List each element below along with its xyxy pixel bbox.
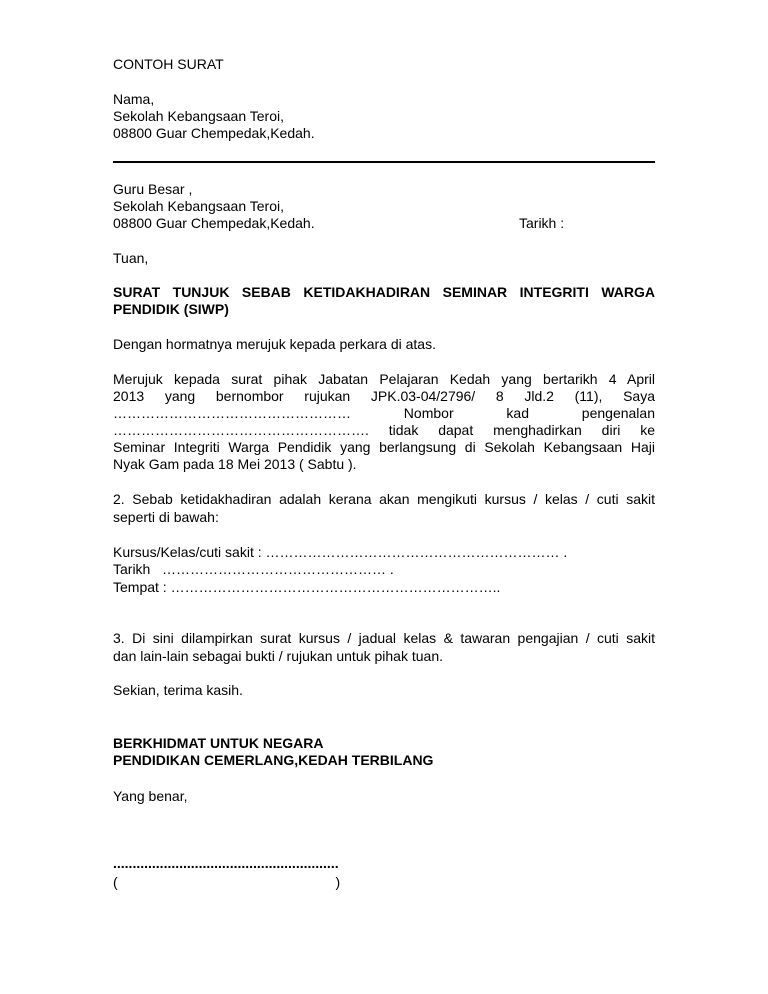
sender-postcode-line: 08800 Guar Chempedak,Kedah. xyxy=(113,125,315,141)
signoff: Yang benar, xyxy=(113,788,188,804)
salutation: Tuan, xyxy=(113,250,149,266)
name-blank-line: ………………………………………………. tidak dapat menghadirkan diri ke xyxy=(113,422,655,438)
date-label: Tarikh : xyxy=(519,215,565,231)
date-field: Tarikh ………………………………………… . xyxy=(113,561,394,577)
recipient-school-line: Sekolah Kebangsaan Teroi, xyxy=(113,198,284,214)
paragraph-line: 2. Sebab ketidakhadiran adalah kerana akan mengikuti kursus / kelas / cuti sakit xyxy=(113,491,655,507)
paragraph-line: 3. Di sini dilampirkan surat kursus / jadual kelas & tawaran pengajian / cuti sakit xyxy=(113,630,655,646)
subject-line: SURAT TUNJUK SEBAB KETIDAKHADIRAN SEMINAR INTEGRITI WARGA xyxy=(113,284,655,300)
paragraph-line: Nyak Gam pada 18 Mei 2013 ( Sabtu ). xyxy=(113,456,357,472)
signature-line: .......................................................... xyxy=(113,855,339,871)
paragraph-line: Seminar Integriti Warga Pendidik yang berlangsung di Sekolah Kebangsaan Haji xyxy=(113,439,655,455)
motto-line: PENDIDIKAN CEMERLANG,KEDAH TERBILANG xyxy=(113,752,434,768)
letter-heading: CONTOH SURAT xyxy=(113,56,224,72)
closing-line: Sekian, terima kasih. xyxy=(113,682,243,698)
paragraph-line: Merujuk kepada surat pihak Jabatan Pelajaran Kedah yang bertarikh 4 April xyxy=(113,371,655,387)
ic-number-blank-line: …………………………………………… Nombor kad pengenalan xyxy=(113,405,655,421)
recipient-title-line: Guru Besar , xyxy=(113,181,193,197)
motto-line: BERKHIDMAT UNTUK NEGARA xyxy=(113,735,324,751)
opening-line: Dengan hormatnya merujuk kepada perkara di atas. xyxy=(113,336,436,352)
course-field: Kursus/Kelas/cuti sakit : ……………………………………………………… . xyxy=(113,544,568,560)
paragraph-line: 2013 yang bernombor rujukan JPK.03-04/2796/ 8 Jld.2 (11), Saya xyxy=(113,388,655,404)
name-brackets: ( ) xyxy=(113,874,341,890)
header-divider xyxy=(113,161,655,163)
recipient-postcode-line: 08800 Guar Chempedak,Kedah. xyxy=(113,215,315,231)
paragraph-line: dan lain-lain sebagai bukti / rujukan untuk pihak tuan. xyxy=(113,648,443,664)
paragraph-line: seperti di bawah: xyxy=(113,509,219,525)
subject-line: PENDIDIK (SIWP) xyxy=(113,301,229,317)
sender-name-line: Nama, xyxy=(113,91,155,107)
place-field: Tempat : …………………………………………………………….. xyxy=(113,579,501,595)
sender-school-line: Sekolah Kebangsaan Teroi, xyxy=(113,108,284,124)
